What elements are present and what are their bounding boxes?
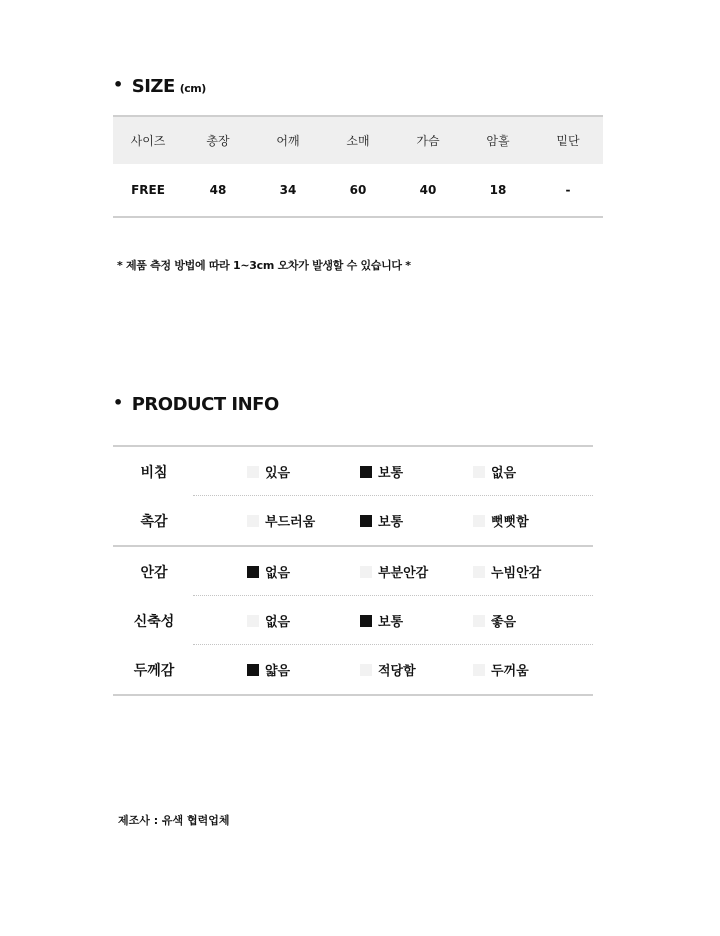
info-row-lining	[113, 547, 593, 596]
info-row-touch	[113, 496, 593, 547]
checkbox-icon	[473, 664, 485, 676]
option-label: 뻣뻣함	[491, 515, 529, 530]
table-cell: 40	[419, 183, 437, 197]
bullet-icon: •	[113, 393, 123, 412]
checkbox-icon	[473, 466, 485, 478]
header-cell: 사이즈	[130, 134, 166, 148]
checkbox-icon	[360, 466, 372, 478]
info-option	[247, 660, 360, 679]
checkbox-icon	[247, 664, 259, 676]
checkbox-icon	[247, 515, 259, 527]
option-label: 있음	[265, 466, 291, 481]
option-label: 보통	[378, 515, 404, 530]
size-section-title	[113, 76, 206, 97]
option-label: 없음	[491, 466, 517, 481]
header-cell: 암홀	[486, 134, 510, 148]
info-option	[360, 562, 473, 581]
table-cell: FREE	[131, 183, 165, 197]
info-row-label: 두께감	[133, 662, 175, 679]
info-row-see-through	[113, 447, 593, 496]
info-row-stretch	[113, 596, 593, 645]
info-option	[473, 660, 586, 679]
option-label: 보통	[378, 466, 404, 481]
size-table-header	[113, 115, 603, 164]
info-option	[360, 611, 473, 630]
info-option	[247, 562, 360, 581]
table-cell: 60	[349, 183, 367, 197]
header-cell: 가슴	[416, 134, 440, 148]
option-label: 없음	[265, 615, 291, 630]
header-cell: 소매	[346, 134, 370, 148]
product-info-table	[113, 445, 593, 696]
checkbox-icon	[360, 664, 372, 676]
info-option	[473, 611, 586, 630]
checkbox-icon	[247, 466, 259, 478]
product-info-title: PRODUCT INFO	[131, 394, 279, 415]
header-cell: 총장	[206, 134, 230, 148]
size-unit: (cm)	[179, 82, 206, 95]
info-option	[473, 511, 586, 530]
manufacturer-text: 제조사 : 유색 협력업체	[118, 814, 230, 827]
table-cell: 18	[489, 183, 507, 197]
product-info-section-title	[113, 394, 279, 415]
option-label: 적당함	[378, 664, 416, 679]
info-row-label: 비침	[140, 464, 168, 481]
header-cell: 밑단	[556, 134, 580, 148]
info-option	[247, 511, 360, 530]
option-label: 얇음	[265, 664, 291, 679]
table-cell: 34	[279, 183, 297, 197]
info-option	[247, 462, 360, 481]
table-row	[113, 164, 603, 218]
option-label: 좋음	[491, 615, 517, 630]
checkbox-icon	[473, 615, 485, 627]
info-row-label: 신축성	[133, 613, 175, 630]
option-label: 없음	[265, 566, 291, 581]
option-label: 보통	[378, 615, 404, 630]
bullet-icon: •	[113, 75, 123, 94]
checkbox-icon	[247, 566, 259, 578]
checkbox-icon	[473, 566, 485, 578]
size-title: SIZE	[131, 76, 175, 97]
table-cell: 48	[209, 183, 227, 197]
info-option	[360, 462, 473, 481]
info-row-label: 촉감	[140, 513, 168, 530]
info-option	[247, 611, 360, 630]
header-cell: 어깨	[276, 134, 300, 148]
info-option	[473, 562, 586, 581]
option-label: 누빔안감	[491, 566, 542, 581]
info-row-label: 안감	[140, 564, 168, 581]
info-row-thickness	[113, 645, 593, 694]
option-label: 두꺼움	[491, 664, 529, 679]
info-option	[473, 462, 586, 481]
info-option	[360, 660, 473, 679]
table-cell: -	[565, 183, 571, 197]
checkbox-icon	[360, 515, 372, 527]
option-label: 부드러움	[265, 515, 316, 530]
measurement-note: * 제품 측정 방법에 따라 1~3cm 오차가 발생할 수 있습니다 *	[117, 259, 411, 272]
checkbox-icon	[247, 615, 259, 627]
option-label: 부분안감	[378, 566, 429, 581]
checkbox-icon	[360, 566, 372, 578]
info-option	[360, 511, 473, 530]
checkbox-icon	[360, 615, 372, 627]
size-table	[113, 115, 603, 218]
checkbox-icon	[473, 515, 485, 527]
